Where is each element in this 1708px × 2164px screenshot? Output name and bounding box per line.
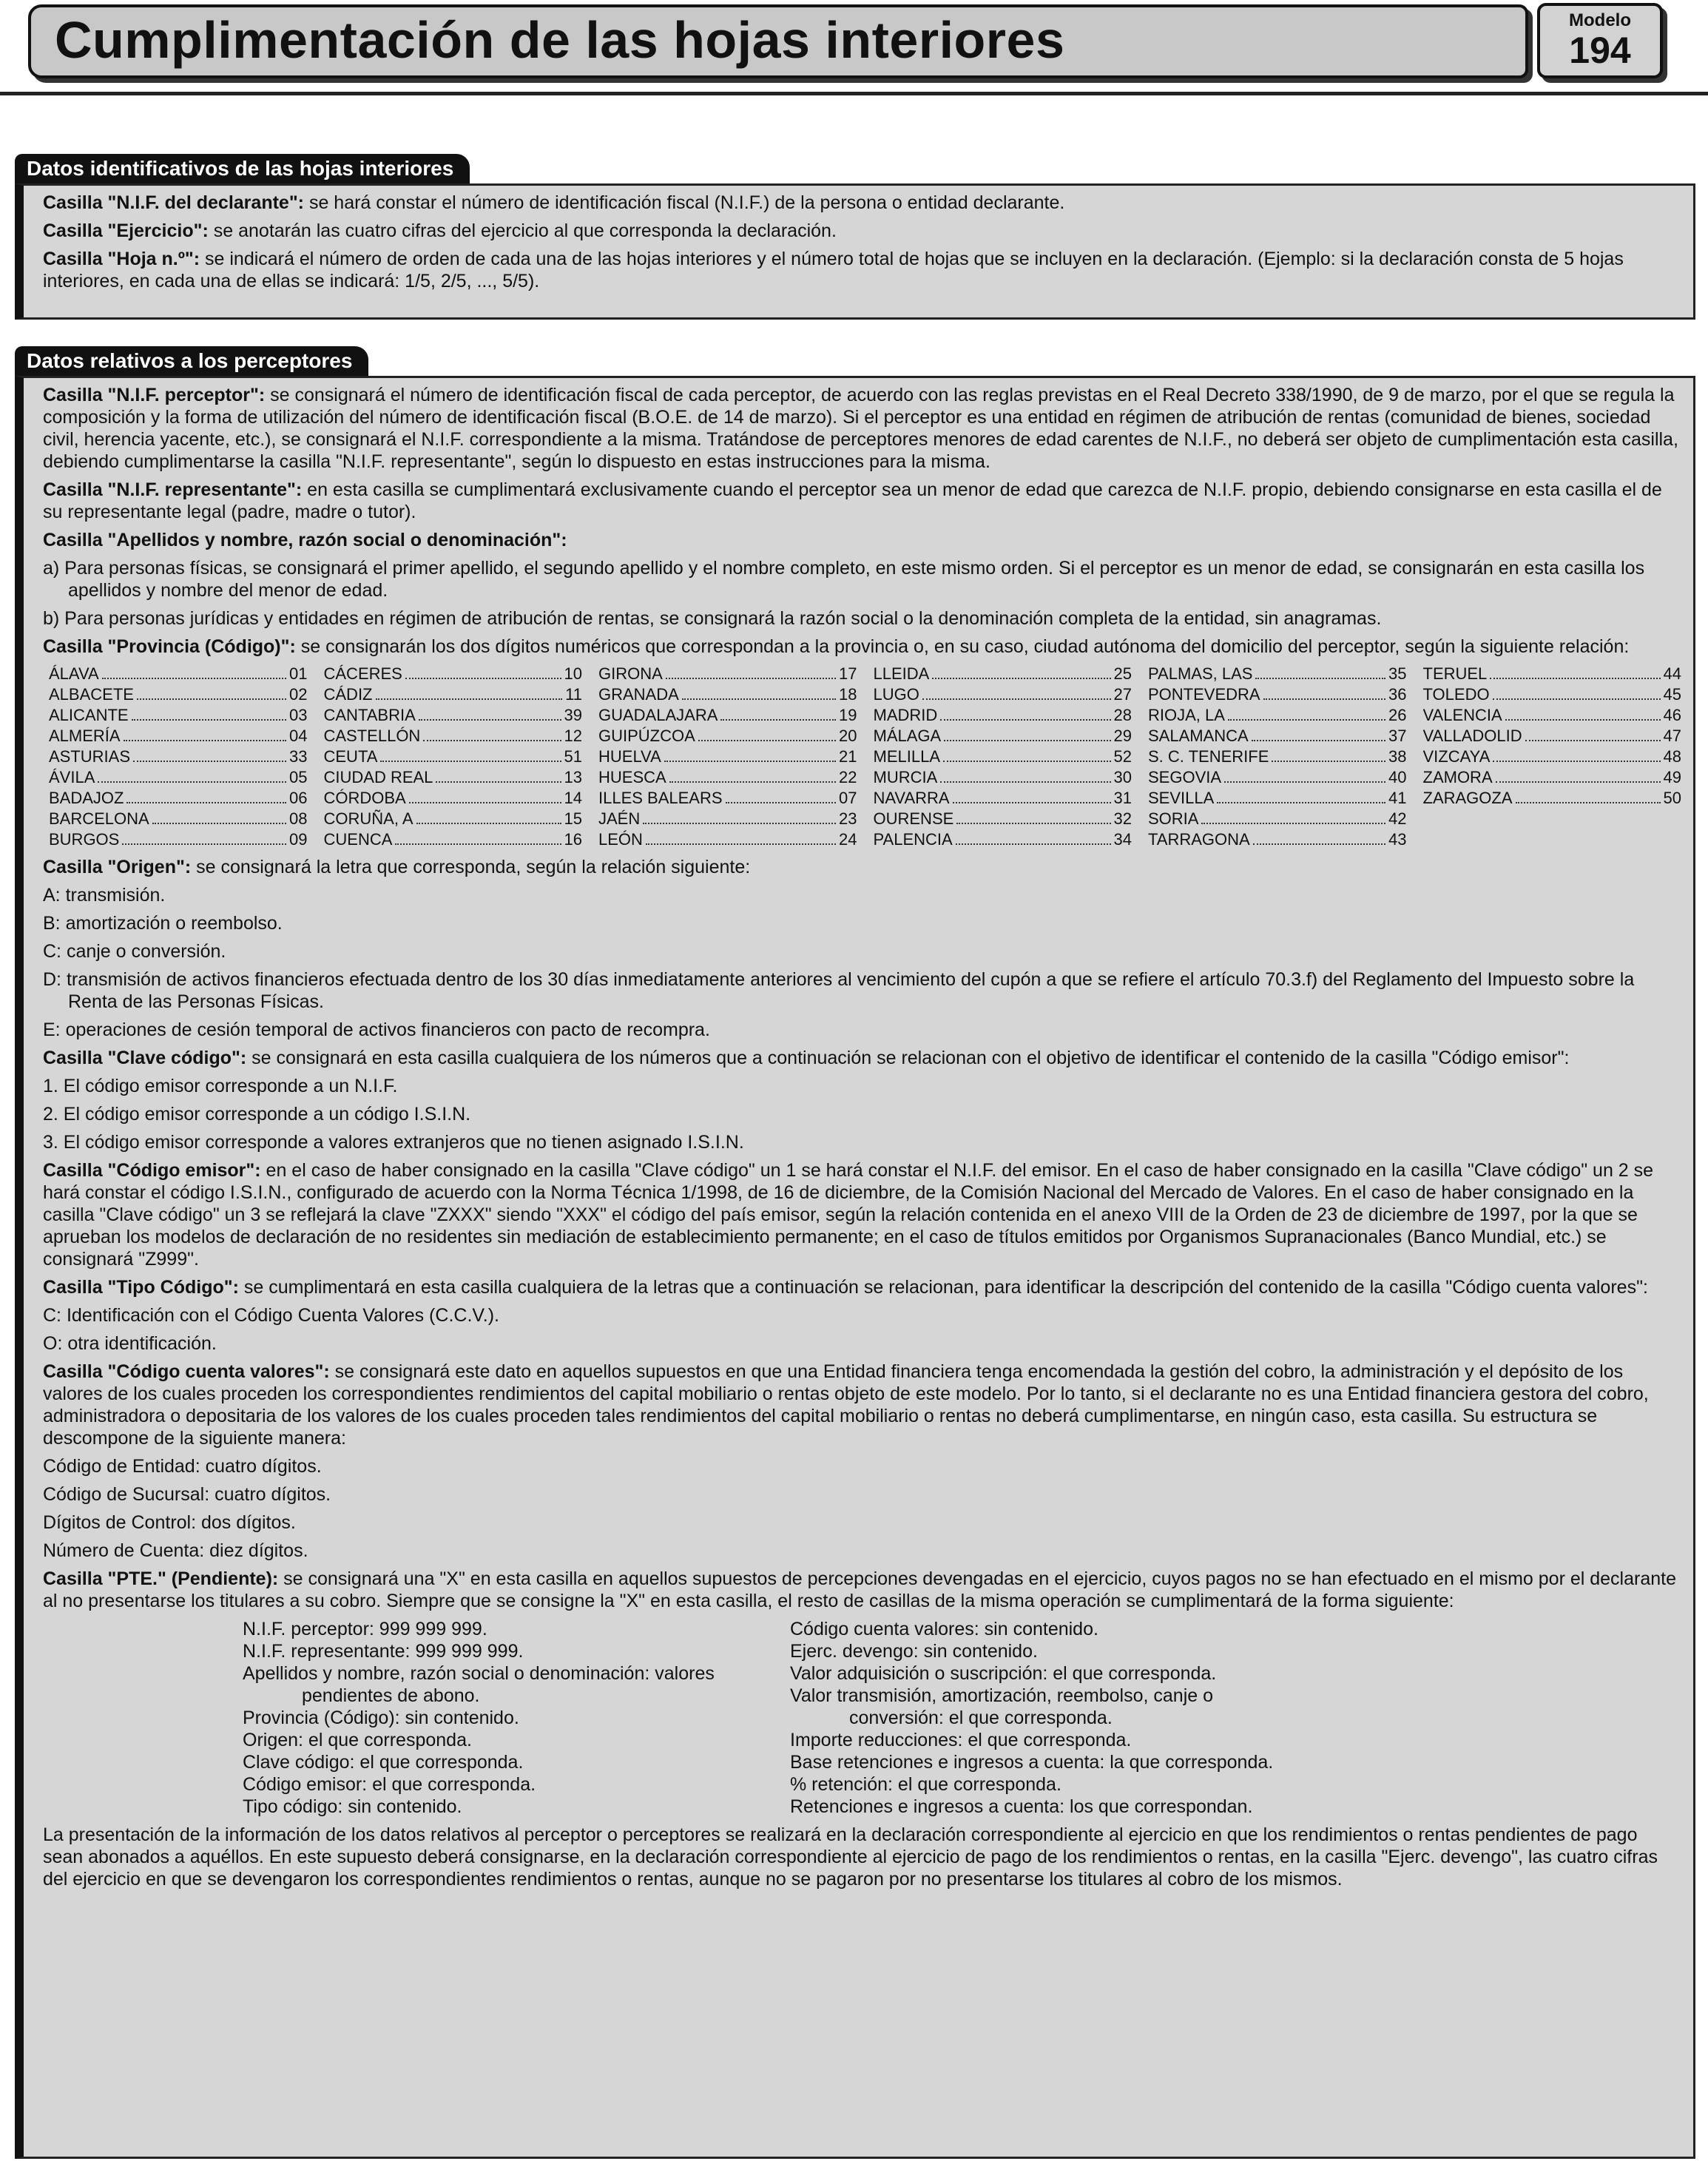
model-badge — [1537, 3, 1663, 78]
dot-leader — [1496, 767, 1661, 783]
casilla-label: Casilla "Origen": — [43, 857, 192, 877]
province-name: LUGO — [873, 685, 919, 704]
origen-item: E: operaciones de cesión temporal de activos financieros con pacto de recompra. — [43, 1019, 710, 1040]
province-entry — [874, 664, 1133, 684]
page-title: Cumplimentación de las hojas interiores — [55, 11, 1065, 69]
province-code: 18 — [839, 685, 857, 704]
province-entry — [1148, 664, 1407, 684]
clave-item: 3. El código emisor corresponde a valores extranjeros que no tienen asignado I.S.I.N. — [43, 1132, 744, 1153]
casilla-text: se cumplimentará en esta casilla cualquiera de la letras que a continuación se relacionan, para identificar la descripción del contenido de la casilla "Código cuenta valores": — [238, 1277, 1648, 1298]
dot-leader — [133, 746, 286, 762]
province-name: CÁCERES — [323, 664, 402, 683]
dot-leader — [132, 705, 286, 721]
province-name: ILLES BALEARS — [598, 789, 723, 807]
paragraph-pte — [43, 1568, 1681, 1612]
dot-leader — [940, 705, 1110, 721]
province-name: ZARAGOZA — [1422, 789, 1513, 807]
province-name: ALBACETE — [49, 685, 134, 704]
province-code: 29 — [1113, 727, 1132, 745]
province-entry — [49, 788, 308, 809]
casilla-label: Casilla "Ejercicio": — [43, 220, 209, 241]
dot-leader — [152, 809, 286, 824]
province-entry — [598, 726, 857, 746]
province-code: 42 — [1388, 809, 1407, 828]
province-entry — [49, 705, 308, 726]
paragraph-codigo-cuenta — [43, 1361, 1681, 1449]
paragraph-provincia — [43, 636, 1681, 658]
dot-leader — [1224, 767, 1385, 783]
province-code: 38 — [1388, 747, 1407, 766]
pte-rule: conversión: el que corresponda. — [849, 1708, 1113, 1728]
province-name: LEÓN — [598, 830, 643, 849]
province-code: 12 — [564, 727, 582, 745]
casilla-text: se consignarán los dos dígitos numéricos que correspondan a la provincia o, en su caso, ciudad autónoma del domicilio del perceptor, según la siguiente relación: — [295, 636, 1630, 657]
province-entry — [49, 726, 308, 746]
page-header — [28, 4, 1528, 78]
pte-rule: Código cuenta valores: sin contenido. — [790, 1619, 1098, 1639]
section-tab-perceptores: Datos relativos a los perceptores — [15, 346, 368, 376]
casilla-text: en esta casilla se cumplimentará exclusivamente cuando el perceptor sea un menor de edad que carezca de N.I.F. propio, debiendo consignarse en esta casilla el de su representante legal (padre, madre o tutor). — [43, 479, 1662, 522]
province-name: HUELVA — [598, 747, 661, 766]
dot-leader — [137, 684, 286, 700]
province-code: 11 — [565, 685, 582, 704]
paragraph-nif-declarante — [43, 192, 1681, 214]
dot-leader — [1272, 746, 1385, 762]
dot-leader — [1493, 746, 1660, 762]
dot-leader — [405, 664, 561, 679]
pte-rule: Clave código: el que corresponda. — [243, 1752, 524, 1773]
dot-leader — [932, 664, 1110, 679]
province-entry — [874, 767, 1133, 788]
province-entry — [1423, 664, 1682, 684]
dot-leader — [666, 664, 836, 679]
province-name: VALLADOLID — [1422, 727, 1522, 745]
province-name: SALAMANCA — [1148, 727, 1249, 745]
province-name: NAVARRA — [873, 789, 950, 807]
province-entry — [1423, 788, 1682, 809]
dot-leader — [664, 746, 836, 762]
pte-rule: N.I.F. perceptor: 999 999 999. — [243, 1619, 487, 1639]
province-name: BADAJOZ — [49, 789, 124, 807]
province-entry — [874, 809, 1133, 829]
province-code: 47 — [1663, 727, 1681, 745]
province-entry — [1148, 829, 1407, 850]
dot-leader — [944, 726, 1110, 741]
casilla-text: se consignará este dato en aquellos supuestos en que una Entidad financiera tenga encomendada la gestión del cobro, la administración y el depósito de los valores de los cuales proceden los correspondientes rendimientos del capital mobiliario o rentas objeto de este modelo. Por lo tanto, si el declarante no es una Entidad financiera gestora del cobro, administradora o depositaria de los valores de los cuales proceden tales rendimientos del capital mobiliario o rentas no deberá cumplimentarse, en ningún caso, esta casilla. Su estructura se descompone de la siguiente manera: — [43, 1361, 1649, 1449]
dot-leader — [1516, 788, 1661, 803]
model-number: 194 — [1569, 30, 1631, 71]
casilla-text: se hará constar el número de identificación fiscal (N.I.F.) de la persona o entidad declarante. — [304, 192, 1065, 213]
origen-item: D: transmisión de activos financieros efectuada dentro de los 30 días inmediatamente anteriores al vencimiento del cupón a que se refiere el artículo 70.3.f) del Reglamento del Impuesto sobre la Renta de las Personas Físicas. — [43, 969, 1635, 1012]
dot-leader — [643, 809, 836, 824]
province-name: GRANADA — [598, 685, 679, 704]
province-code: 52 — [1113, 747, 1132, 766]
dot-leader — [1505, 705, 1661, 721]
dot-leader — [376, 684, 563, 700]
province-code: 21 — [839, 747, 857, 766]
province-name: CÁDIZ — [323, 685, 373, 704]
province-entry — [49, 746, 308, 767]
province-entry — [49, 664, 308, 684]
province-code: 01 — [289, 664, 308, 683]
dot-leader — [1525, 726, 1661, 741]
cuenta-item: Código de Sucursal: cuatro dígitos. — [43, 1484, 331, 1505]
province-name: CANTABRIA — [323, 706, 416, 724]
province-code: 09 — [289, 830, 308, 849]
province-entry — [1423, 726, 1682, 746]
province-code: 26 — [1388, 706, 1407, 724]
province-code: 20 — [839, 727, 857, 745]
province-entry — [1148, 788, 1407, 809]
province-entry — [874, 684, 1133, 705]
province-code: 32 — [1113, 809, 1132, 828]
province-code: 17 — [839, 664, 857, 683]
pte-rule: Ejerc. devengo: sin contenido. — [790, 1641, 1038, 1662]
dot-leader — [956, 809, 1110, 824]
model-label: Modelo — [1569, 10, 1631, 30]
province-code: 41 — [1388, 789, 1407, 807]
province-name: VALENCIA — [1422, 706, 1502, 724]
province-code: 16 — [564, 830, 582, 849]
province-entry — [324, 809, 583, 829]
province-name: GIRONA — [598, 664, 663, 683]
province-code: 33 — [289, 747, 308, 766]
paragraph-nif-perceptor — [43, 384, 1681, 473]
province-name: GUIPÚZCOA — [598, 727, 695, 745]
apellidos-item-b: b) Para personas jurídicas y entidades en régimen de atribución de rentas, se consignará la razón social o la denominación completa de la entidad, sin anagramas. — [43, 608, 1382, 629]
casilla-label: Casilla "Hoja n.º": — [43, 249, 200, 269]
tipo-item: C: Identificación con el Código Cuenta Valores (C.C.V.). — [43, 1305, 499, 1326]
province-name: ASTURIAS — [49, 747, 131, 766]
province-code: 06 — [289, 789, 308, 807]
paragraph-tipo-codigo — [43, 1276, 1681, 1298]
province-entry — [324, 664, 583, 684]
province-name: CIUDAD REAL — [323, 768, 433, 786]
province-code: 27 — [1113, 685, 1132, 704]
province-entry — [874, 705, 1133, 726]
province-code: 34 — [1113, 830, 1132, 849]
dot-leader — [98, 767, 286, 783]
province-code: 08 — [289, 809, 308, 828]
province-code: 14 — [564, 789, 582, 807]
province-name: PALMAS, LAS — [1148, 664, 1253, 683]
province-entry — [874, 726, 1133, 746]
province-name: PONTEVEDRA — [1148, 685, 1260, 704]
casilla-text: se anotarán las cuatro cifras del ejercicio al que corresponda la declaración. — [208, 220, 837, 241]
dot-leader — [409, 788, 561, 803]
province-entry — [1148, 767, 1407, 788]
dot-leader — [720, 705, 836, 721]
casilla-label: Casilla "Código cuenta valores": — [43, 1361, 330, 1382]
dot-leader — [726, 788, 836, 803]
dot-leader — [102, 664, 286, 679]
dot-leader — [124, 726, 286, 741]
origen-item: C: canje o conversión. — [43, 941, 226, 962]
province-code: 19 — [839, 706, 857, 724]
section-identificativos — [15, 183, 1695, 320]
province-name: TOLEDO — [1422, 685, 1490, 704]
province-name: TERUEL — [1422, 664, 1488, 683]
dot-leader — [1490, 664, 1660, 679]
province-entry — [1148, 726, 1407, 746]
province-entry — [1148, 809, 1407, 829]
province-code: 05 — [289, 768, 308, 786]
pte-rule: Tipo código: sin contenido. — [243, 1796, 462, 1817]
pte-rules — [43, 1618, 1681, 1818]
cuenta-item: Código de Entidad: cuatro dígitos. — [43, 1456, 322, 1477]
header-divider — [0, 92, 1708, 95]
province-name: GUADALAJARA — [598, 706, 718, 724]
casilla-text: en el caso de haber consignado en la casilla "Clave código" un 1 se hará constar el N.I.F. del emisor. En el caso de haber consignado en la casilla "Clave código" un 2 se hará constar el código I.S.I.N., configurado de acuerdo con la Norma Técnica 1/1998, de 16 de diciembre, de la Comisión Nacional del Mercado de Valores. En el caso de haber consignado en la casilla "Clave código" un 3 se reflejará la clave "ZXXX" siendo "XXX" el código del país emisor, según la relación contenida en el anexo VIII de la Orden de 23 de diciembre de 1997, por la que se aprueban los modelos de declaración de no residentes sin mediación de establecimiento permanente; en el caso de títulos emitidos por Organismos Supranacionales (Banco Mundial, etc.) se consignará "Z999". — [43, 1160, 1654, 1270]
paragraph-clave-codigo — [43, 1047, 1681, 1069]
province-entry — [874, 788, 1133, 809]
casilla-label: Casilla "Clave código": — [43, 1048, 247, 1068]
paragraph-codigo-emisor — [43, 1159, 1681, 1270]
province-code: 51 — [564, 747, 582, 766]
origen-item: B: amortización o reembolso. — [43, 913, 283, 934]
pte-rule: Apellidos y nombre, razón social o denominación: valores — [243, 1663, 715, 1684]
province-entry — [1148, 746, 1407, 767]
pte-rule: Valor transmisión, amortización, reembolso, canje o — [790, 1685, 1214, 1706]
dot-leader — [669, 767, 836, 783]
province-entry — [598, 829, 857, 850]
dot-leader — [1493, 684, 1661, 700]
dot-leader — [1217, 788, 1385, 803]
dot-leader — [646, 829, 836, 845]
pte-rule: pendientes de abono. — [302, 1685, 480, 1706]
province-code: 43 — [1388, 830, 1407, 849]
casilla-label: Casilla "Tipo Código": — [43, 1277, 239, 1298]
dot-leader — [416, 809, 561, 824]
province-name: CORUÑA, A — [323, 809, 414, 828]
province-name: ÁVILA — [49, 768, 95, 786]
province-code: 48 — [1663, 747, 1681, 766]
province-code: 02 — [289, 685, 308, 704]
origen-item: A: transmisión. — [43, 885, 166, 906]
province-name: VIZCAYA — [1422, 747, 1491, 766]
paragraph-hoja — [43, 248, 1681, 292]
casilla-text: se consignará una "X" en esta casilla en aquellos supuestos de percepciones devengadas en el ejercicio, cuyos pagos no se han efectuado en el mismo por el declarante al no presentarse los titulares a su cobro. Siempre que se consigne la "X" en esta casilla, el resto de casillas de la misma operación se cumplimentará de la forma siguiente: — [43, 1568, 1677, 1611]
province-code-table — [49, 664, 1681, 850]
pte-rules-left — [43, 1618, 768, 1818]
province-entry — [598, 664, 857, 684]
tipo-item: O: otra identificación. — [43, 1333, 217, 1354]
province-entry — [598, 809, 857, 829]
section-tab-identificativos: Datos identificativos de las hojas interiores — [15, 154, 470, 183]
province-code: 49 — [1663, 768, 1681, 786]
province-code: 28 — [1113, 706, 1132, 724]
paragraph-nif-representante — [43, 479, 1681, 523]
casilla-label: Casilla "Provincia (Código)": — [43, 636, 296, 657]
province-code: 40 — [1388, 768, 1407, 786]
paragraph-final: La presentación de la información de los datos relativos al perceptor o perceptores se realizará en la declaración correspondiente al ejercicio en que los rendimientos o rentas pendientes de pago sean abonados a aquéllos. En este supuesto deberá consignarse, en la declaración correspondiente al ejercicio de pago de los rendimientos o rentas, en la casilla "Ejerc. devengo", las cuatro cifras del ejercicio en que se devengaron los correspondientes rendimientos o rentas, aunque no se pagaron por no presentarse los titulares al cobro de los mismos. — [43, 1824, 1658, 1890]
province-code: 04 — [289, 727, 308, 745]
dot-leader — [1253, 829, 1385, 845]
dot-leader — [922, 684, 1111, 700]
dot-leader — [682, 684, 836, 700]
province-entry — [49, 767, 308, 788]
province-name: BURGOS — [49, 830, 120, 849]
province-name: HUESCA — [598, 768, 666, 786]
province-name: MADRID — [873, 706, 938, 724]
province-entry — [324, 726, 583, 746]
province-code: 50 — [1663, 789, 1681, 807]
clave-item: 1. El código emisor corresponde a un N.I.F. — [43, 1076, 398, 1096]
dot-leader — [943, 746, 1111, 762]
province-name: BARCELONA — [49, 809, 149, 828]
province-code: 23 — [839, 809, 857, 828]
dot-leader — [380, 746, 561, 762]
cuenta-item: Dígitos de Control: dos dígitos. — [43, 1512, 296, 1533]
pte-rule: Origen: el que corresponda. — [243, 1730, 472, 1750]
dot-leader — [956, 829, 1111, 845]
province-entry — [598, 767, 857, 788]
pte-rule: Base retenciones e ingresos a cuenta: la que corresponda. — [790, 1752, 1274, 1773]
province-code: 31 — [1113, 789, 1132, 807]
pte-rule: Provincia (Código): sin contenido. — [243, 1708, 519, 1728]
province-entry — [1148, 705, 1407, 726]
pte-rules-right — [768, 1618, 1681, 1818]
province-entry — [1423, 746, 1682, 767]
province-entry — [598, 705, 857, 726]
province-entry — [1423, 767, 1682, 788]
province-code: 30 — [1113, 768, 1132, 786]
casilla-label: Casilla "PTE." (Pendiente): — [43, 1568, 279, 1589]
dot-leader — [953, 788, 1111, 803]
dot-leader — [1201, 809, 1385, 824]
province-code: 25 — [1113, 664, 1132, 683]
province-entry — [324, 705, 583, 726]
dot-leader — [698, 726, 836, 741]
province-name: ALMERÍA — [49, 727, 121, 745]
province-name: MÁLAGA — [873, 727, 942, 745]
apellidos-item-a: a) Para personas físicas, se consignará el primer apellido, el segundo apellido y el nombre completo, en este mismo orden. Si el perceptor es un menor de edad, se consignarán en esta casilla los apellidos y nombre del menor de edad. — [43, 558, 1645, 601]
province-code: 15 — [564, 809, 582, 828]
dot-leader — [1255, 664, 1385, 679]
province-entry — [1423, 705, 1682, 726]
dot-leader — [423, 726, 561, 741]
pte-rule: Importe reducciones: el que corresponda. — [790, 1730, 1132, 1750]
province-entry — [874, 829, 1133, 850]
province-code: 39 — [564, 706, 582, 724]
province-entry — [324, 788, 583, 809]
province-entry — [1148, 684, 1407, 705]
province-name: ÁLAVA — [49, 664, 99, 683]
province-code: 10 — [564, 664, 582, 683]
dot-leader — [940, 767, 1110, 783]
casilla-text: se consignará en esta casilla cualquiera de los números que a continuación se relacionan con el objetivo de identificar el contenido de la casilla "Código emisor": — [246, 1048, 1570, 1068]
province-name: CUENCA — [323, 830, 393, 849]
province-empty-cell — [1423, 829, 1682, 850]
province-name: ZAMORA — [1422, 768, 1493, 786]
province-entry — [49, 684, 308, 705]
casilla-text: se indicará el número de orden de cada una de las hojas interiores y el número total de hojas que se incluyen en la declaración. (Ejemplo: si la declaración consta de 5 hojas interiores, en cada una de ellas se indicará: 1/5, 2/5, ..., 5/5). — [43, 249, 1624, 291]
province-name: CASTELLÓN — [323, 727, 421, 745]
province-entry — [49, 809, 308, 829]
province-code: 07 — [839, 789, 857, 807]
province-name: CEUTA — [323, 747, 378, 766]
province-name: PALENCIA — [873, 830, 953, 849]
province-code: 37 — [1388, 727, 1407, 745]
province-code: 35 — [1388, 664, 1407, 683]
province-code: 44 — [1663, 664, 1681, 683]
province-name: JAÉN — [598, 809, 641, 828]
province-code: 22 — [839, 768, 857, 786]
province-entry — [49, 829, 308, 850]
paragraph-ejercicio — [43, 220, 1681, 242]
dot-leader — [1263, 684, 1385, 700]
section-perceptores — [15, 376, 1695, 2159]
province-entry — [598, 684, 857, 705]
pte-rule: Valor adquisición o suscripción: el que corresponda. — [790, 1663, 1217, 1684]
apellidos-heading: Casilla "Apellidos y nombre, razón social o denominación": — [43, 530, 567, 550]
province-name: SEGOVIA — [1148, 768, 1222, 786]
province-entry — [324, 684, 583, 705]
casilla-label: Casilla "N.I.F. perceptor": — [43, 385, 266, 405]
province-name: MURCIA — [873, 768, 938, 786]
province-name: MELILLA — [873, 747, 940, 766]
cuenta-item: Número de Cuenta: diez dígitos. — [43, 1540, 308, 1561]
province-entry — [874, 746, 1133, 767]
pte-rule: Retenciones e ingresos a cuenta: los que correspondan. — [790, 1796, 1253, 1817]
province-name: SEVILLA — [1148, 789, 1215, 807]
pte-rule: N.I.F. representante: 999 999 999. — [243, 1641, 524, 1662]
casilla-label: Casilla "Código emisor": — [43, 1160, 261, 1181]
casilla-label: Casilla "N.I.F. representante": — [43, 479, 303, 500]
province-entry — [324, 829, 583, 850]
province-code: 45 — [1663, 685, 1681, 704]
dot-leader — [419, 705, 561, 721]
province-code: 24 — [839, 830, 857, 849]
pte-rule: Código emisor: el que corresponda. — [243, 1774, 536, 1795]
province-entry — [324, 767, 583, 788]
province-name: ALICANTE — [49, 706, 129, 724]
province-entry — [598, 788, 857, 809]
province-code: 13 — [564, 768, 582, 786]
province-name: S. C. TENERIFE — [1148, 747, 1269, 766]
province-name: OURENSE — [873, 809, 954, 828]
casilla-label: Casilla "N.I.F. del declarante": — [43, 192, 304, 213]
province-name: TARRAGONA — [1148, 830, 1250, 849]
paragraph-origen — [43, 856, 1681, 878]
province-entry — [598, 746, 857, 767]
dot-leader — [1228, 705, 1385, 721]
clave-item: 2. El código emisor corresponde a un código I.S.I.N. — [43, 1104, 471, 1125]
dot-leader — [395, 829, 561, 845]
province-name: SORIA — [1148, 809, 1199, 828]
pte-rule: % retención: el que corresponda. — [790, 1774, 1061, 1795]
dot-leader — [1252, 726, 1385, 741]
dot-leader — [126, 788, 286, 803]
casilla-text: se consignará el número de identificación fiscal de cada perceptor, de acuerdo con las reglas previstas en el Real Decreto 338/1990, de 9 de marzo, por el que se regula la composición y la forma de utilización del número de identificación fiscal (B.O.E. de 14 de marzo). Si el perceptor es una entidad en régimen de atribución de rentas (comunidad de bienes, sociedad civil, herencia yacente, etc.), se consignará el N.I.F. correspondiente a la misma. Tratándose de perceptores menores de edad carentes de N.I.F., no deberá ser objeto de cumplimentación esta casilla, debiendo cumplimentarse la casilla "N.I.F. representante", según lo dispuesto en estas instrucciones para la misma. — [43, 385, 1678, 472]
province-code: 46 — [1663, 706, 1681, 724]
province-entry — [324, 746, 583, 767]
casilla-text: se consignará la letra que corresponda, según la relación siguiente: — [191, 857, 751, 877]
province-name: CÓRDOBA — [323, 789, 406, 807]
province-entry — [1423, 684, 1682, 705]
province-name: LLEIDA — [873, 664, 930, 683]
province-code: 03 — [289, 706, 308, 724]
province-empty-cell — [1423, 809, 1682, 829]
dot-leader — [122, 829, 286, 845]
province-name: RIOJA, LA — [1148, 706, 1225, 724]
province-code: 36 — [1388, 685, 1407, 704]
dot-leader — [436, 767, 561, 783]
